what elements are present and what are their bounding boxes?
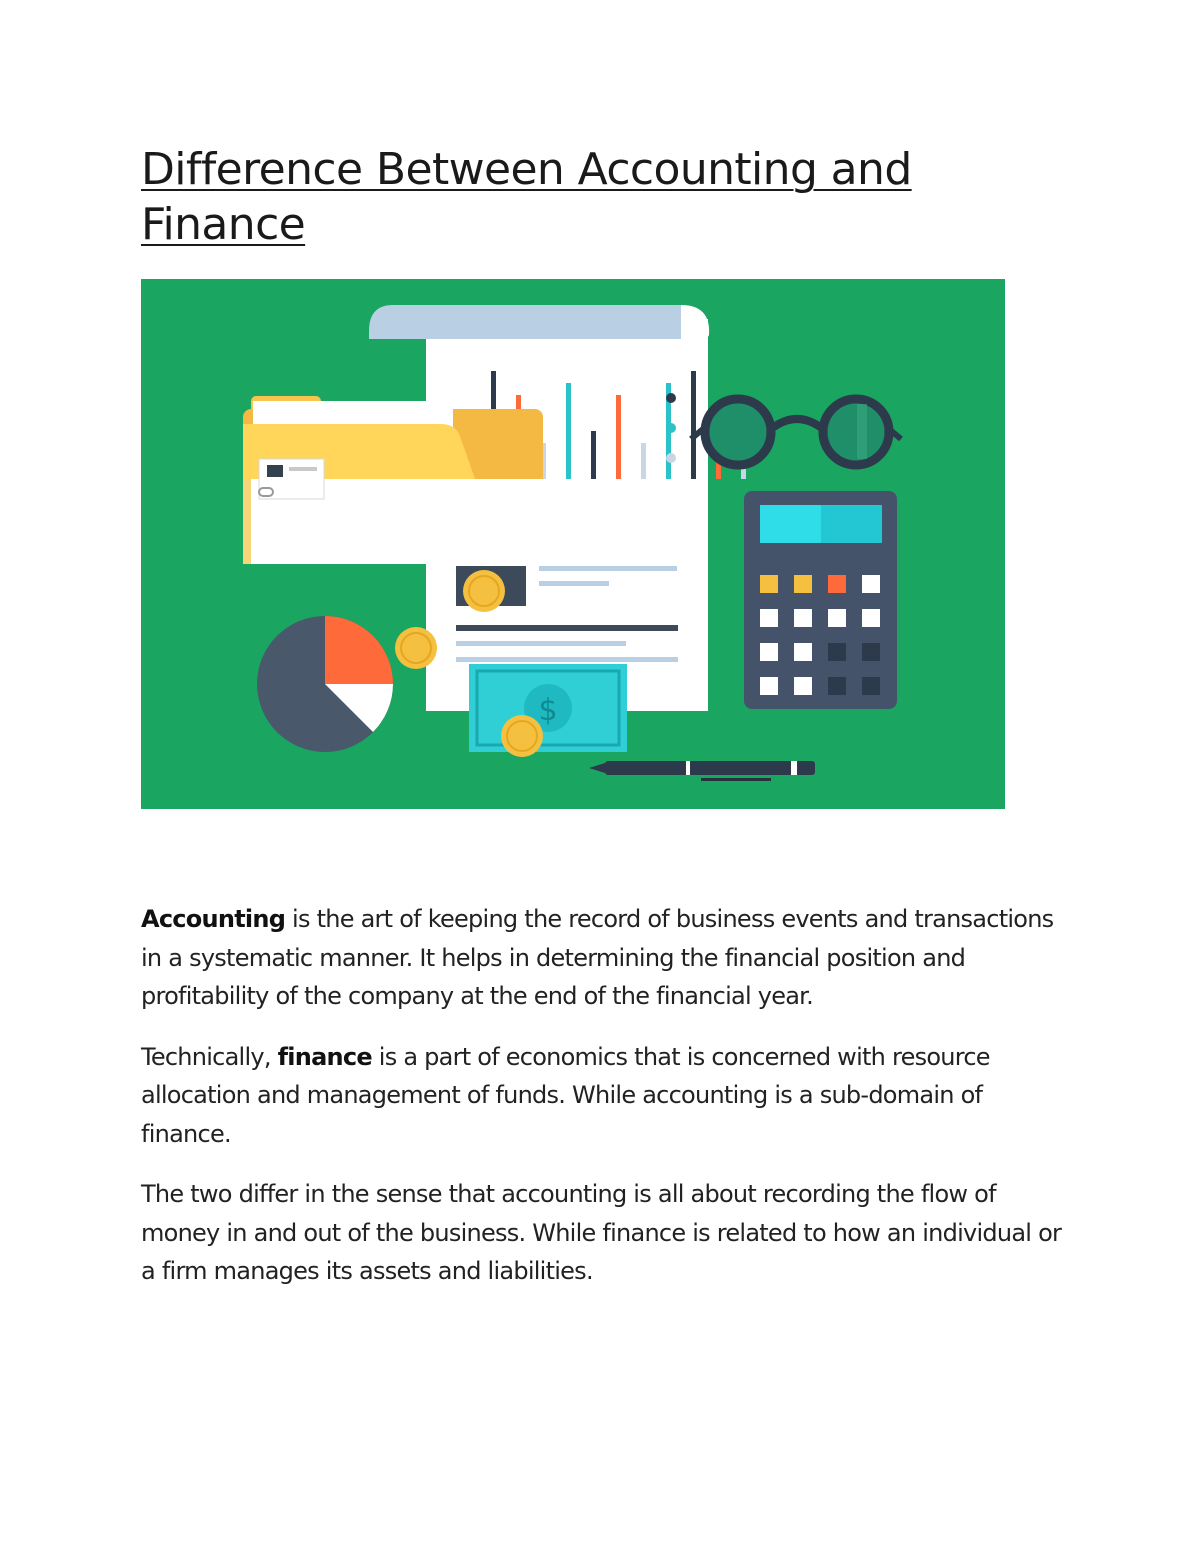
chart-bar: [641, 443, 646, 479]
chart-bar: [616, 395, 621, 479]
chart-bar: [591, 431, 596, 479]
paragraph-accounting: [141, 900, 1066, 1016]
paragraph-difference: The two differ in the sense that accounting is all about recording the flow of money in and out of the business. While finance is related to how an individual or a firm manages its assets and liabilities.: [141, 1180, 1062, 1285]
calculator-key: [794, 643, 812, 661]
coin-icon: [395, 627, 437, 669]
calculator-key: [862, 677, 880, 695]
calculator-icon: [744, 491, 897, 709]
calculator-key: [862, 643, 880, 661]
paragraph-text: is the art of keeping the record of business events and transactions in a systematic manner. It helps in determining the financial position and profitability of the company at the end of the financial year.: [141, 905, 1054, 1010]
calculator-key: [760, 575, 778, 593]
pen-icon: [589, 761, 815, 781]
paragraph-finance: [141, 1038, 1066, 1154]
calculator-key: [794, 609, 812, 627]
dot-icon: [666, 423, 676, 433]
calculator-key: [828, 609, 846, 627]
calculator-key: [862, 609, 880, 627]
chart-bar: [566, 383, 571, 479]
dot-icon: [666, 393, 676, 403]
illustration-svg: [141, 279, 1005, 809]
paragraph-text: is a part of economics that is concerned with resource allocation and management of funds. While accounting is a sub-domain of finance.: [141, 1042, 990, 1148]
chart-bar: [691, 371, 696, 479]
accounting-finance-illustration: [141, 279, 1005, 809]
page-title: Difference Between Accounting and Finance: [141, 144, 912, 250]
paragraph-lead: Technically,: [141, 1042, 278, 1071]
calculator-key: [828, 677, 846, 695]
term-finance: finance: [277, 1042, 372, 1071]
article-body: [141, 900, 1066, 1313]
calculator-key: [828, 643, 846, 661]
pie-chart-icon: [257, 616, 393, 752]
calculator-key: [794, 677, 812, 695]
dot-icon: [666, 453, 676, 463]
glasses-icon: [691, 399, 901, 465]
banknote-icon: [469, 664, 627, 752]
calculator-key: [760, 677, 778, 695]
calculator-key: [862, 575, 880, 593]
dollar-sign: $: [538, 693, 558, 728]
calculator-key: [760, 609, 778, 627]
term-accounting: Accounting: [141, 905, 286, 933]
calculator-key: [760, 643, 778, 661]
coin-icon: [463, 570, 505, 612]
coin-icon: [501, 715, 543, 757]
calculator-key: [794, 575, 812, 593]
calculator-key: [828, 575, 846, 593]
